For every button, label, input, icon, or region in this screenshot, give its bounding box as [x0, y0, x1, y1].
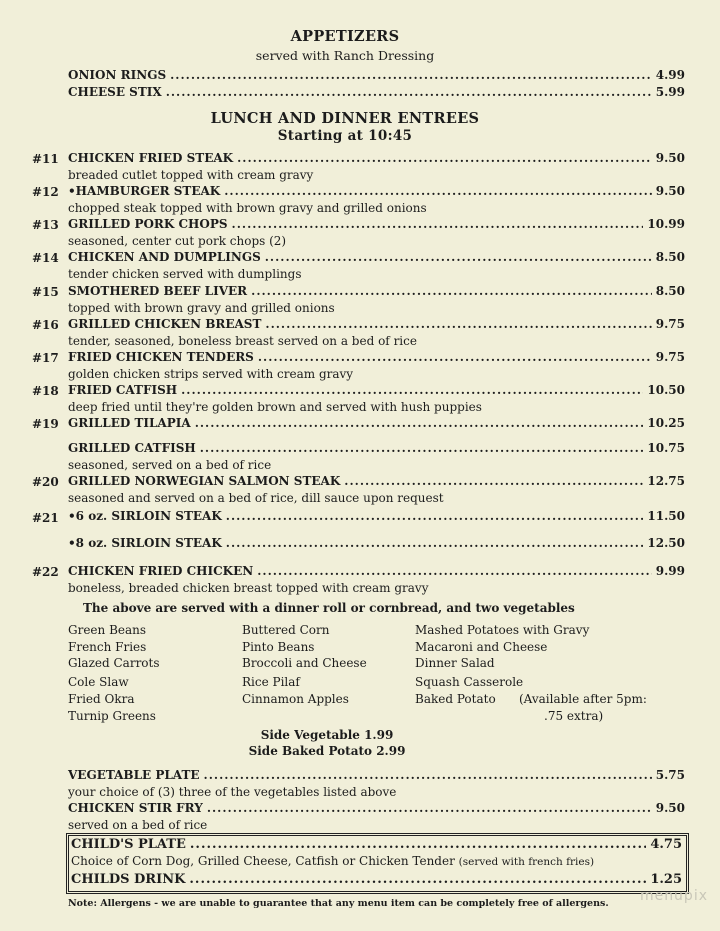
item-price: 8.50: [655, 250, 685, 264]
vegetable-item: Mashed Potatoes with Gravy: [415, 623, 590, 637]
item-price: 9.50: [655, 801, 685, 815]
menu-item: [68, 68, 685, 84]
item-price: 9.75: [655, 317, 685, 331]
item-name: SMOTHERED BEEF LIVER: [68, 284, 248, 298]
item-number: #19: [32, 417, 59, 431]
item-price: 12.50: [647, 536, 685, 550]
item-description: topped with brown gravy and grilled onions: [68, 301, 335, 315]
item-name: ONION RINGS: [68, 68, 167, 82]
vegetable-item: Cinnamon Apples: [242, 692, 349, 706]
menu-item: [68, 801, 685, 817]
item-name: GRILLED CATFISH: [68, 441, 196, 455]
item-price: 9.99: [655, 564, 685, 578]
menu-item: [68, 509, 685, 525]
item-price: 8.50: [655, 284, 685, 298]
item-price: 5.75: [655, 768, 685, 782]
side-baked-potato-price: Side Baked Potato 2.99: [248, 744, 406, 758]
childs-menu-box: [66, 833, 689, 894]
item-name: •8 oz. SIRLOIN STEAK: [68, 536, 222, 550]
item-number: #16: [32, 318, 59, 332]
vegetable-item: Macaroni and Cheese: [415, 640, 548, 654]
menu-item: [68, 184, 685, 200]
vegetable-item: Broccoli and Cheese: [242, 656, 367, 670]
vegetable-item: Buttered Corn: [242, 623, 330, 637]
item-number: #17: [32, 351, 59, 365]
menu-item: [68, 250, 685, 266]
item-name: CHILD'S PLATE: [71, 837, 186, 852]
entrees-title: LUNCH AND DINNER ENTREES: [210, 110, 480, 127]
item-description: tender chicken served with dumplings: [68, 267, 302, 281]
item-name: CHILDS DRINK: [71, 872, 186, 887]
menu-item: [68, 564, 685, 580]
item-number: #11: [32, 152, 59, 166]
item-price: 4.99: [655, 68, 685, 82]
item-description: tender, seasoned, boneless breast served on a bed of rice: [68, 334, 417, 348]
item-price: 10.25: [647, 416, 685, 430]
menu-item: [68, 416, 685, 432]
menu-item: [71, 837, 682, 853]
item-name: GRILLED TILAPIA: [68, 416, 191, 430]
item-description: breaded cutlet topped with cream gravy: [68, 168, 314, 182]
vegetable-item: Dinner Salad: [415, 656, 495, 670]
item-price: 4.75: [650, 837, 682, 852]
menu-item: [68, 151, 685, 167]
menu-item: [68, 284, 685, 300]
appetizers-title: APPETIZERS: [290, 28, 400, 45]
side-vegetable-price: Side Vegetable 1.99: [260, 728, 394, 742]
vegetable-item: Fried Okra: [68, 692, 135, 706]
item-description: seasoned, served on a bed of rice: [68, 458, 272, 472]
menu-item: [68, 217, 685, 233]
menu-item: [68, 441, 685, 457]
item-price: 12.75: [647, 474, 685, 488]
menu-item: [71, 872, 682, 888]
item-description: chopped steak topped with brown gravy and grilled onions: [68, 201, 427, 215]
item-name: VEGETABLE PLATE: [68, 768, 200, 782]
item-price: 10.99: [647, 217, 685, 231]
vegetable-item: Cole Slaw: [68, 675, 129, 689]
vegetable-item: Green Beans: [68, 623, 147, 637]
item-name: CHICKEN STIR FRY: [68, 801, 203, 815]
item-price: 5.99: [655, 85, 685, 99]
childs-plate-desc: Choice of Corn Dog, Grilled Cheese, Catfish or Chicken Tender: [71, 854, 455, 868]
menu-item: [68, 350, 685, 366]
served-with-note: The above are served with a dinner roll or cornbread, and two vegetables: [83, 601, 575, 615]
item-description: golden chicken strips served with cream gravy: [68, 367, 354, 381]
appetizers-subtitle: served with Ranch Dressing: [255, 48, 435, 63]
menu-item: [68, 474, 685, 490]
vegetable-item: Pinto Beans: [242, 640, 315, 654]
vegetable-item: Turnip Greens: [68, 709, 156, 723]
baked-potato-note: .75 extra): [544, 709, 604, 723]
item-description: your choice of (3) three of the vegetables listed above: [68, 785, 397, 799]
menu-item: [68, 317, 685, 333]
watermark: menupix: [639, 888, 708, 904]
item-number: #18: [32, 384, 59, 398]
menu-item: [68, 383, 685, 399]
item-number: #12: [32, 185, 59, 199]
item-number: #20: [32, 475, 59, 489]
vegetable-item: Glazed Carrots: [68, 656, 160, 670]
item-name: •HAMBURGER STEAK: [68, 184, 221, 198]
item-number: #14: [32, 251, 59, 265]
item-description: [71, 854, 594, 868]
item-name: FRIED CATFISH: [68, 383, 178, 397]
menu-item: [68, 536, 685, 552]
item-number: #13: [32, 218, 59, 232]
menu-item: [68, 85, 685, 101]
item-name: FRIED CHICKEN TENDERS: [68, 350, 254, 364]
item-description: boneless, breaded chicken breast topped with cream gravy: [68, 581, 429, 595]
menu-item: [68, 768, 685, 784]
item-name: CHICKEN AND DUMPLINGS: [68, 250, 261, 264]
item-name: CHEESE STIX: [68, 85, 162, 99]
item-number: #22: [32, 565, 59, 579]
item-price: 9.50: [655, 151, 685, 165]
entrees-subtitle: Starting at 10:45: [277, 128, 413, 144]
item-description: deep fried until they're golden brown and served with hush puppies: [68, 400, 482, 414]
item-price: 10.50: [647, 383, 685, 397]
vegetable-item: French Fries: [68, 640, 147, 654]
item-price: 1.25: [650, 872, 682, 887]
item-price: 11.50: [647, 509, 685, 523]
item-description: seasoned, center cut pork chops (2): [68, 234, 287, 248]
item-description: seasoned and served on a bed of rice, dill sauce upon request: [68, 491, 444, 505]
item-price: 9.50: [655, 184, 685, 198]
allergen-note: Note: Allergens - we are unable to guarantee that any menu item can be completely free of allergens.: [68, 898, 609, 909]
item-description: served on a bed of rice: [68, 818, 208, 832]
childs-plate-desc-extra: (served with french fries): [458, 856, 595, 868]
item-name: GRILLED PORK CHOPS: [68, 217, 228, 231]
item-name: CHICKEN FRIED STEAK: [68, 151, 234, 165]
item-number: #21: [32, 511, 59, 525]
item-price: 9.75: [655, 350, 685, 364]
vegetable-item: Baked Potato: [415, 692, 496, 706]
item-name: •6 oz. SIRLOIN STEAK: [68, 509, 222, 523]
item-name: CHICKEN FRIED CHICKEN: [68, 564, 254, 578]
baked-potato-note: (Available after 5pm:: [519, 692, 647, 706]
item-name: GRILLED CHICKEN BREAST: [68, 317, 262, 331]
item-number: #15: [32, 285, 59, 299]
item-name: GRILLED NORWEGIAN SALMON STEAK: [68, 474, 341, 488]
item-price: 10.75: [647, 441, 685, 455]
vegetable-item: Squash Casserole: [415, 675, 524, 689]
vegetable-item: Rice Pilaf: [242, 675, 300, 689]
